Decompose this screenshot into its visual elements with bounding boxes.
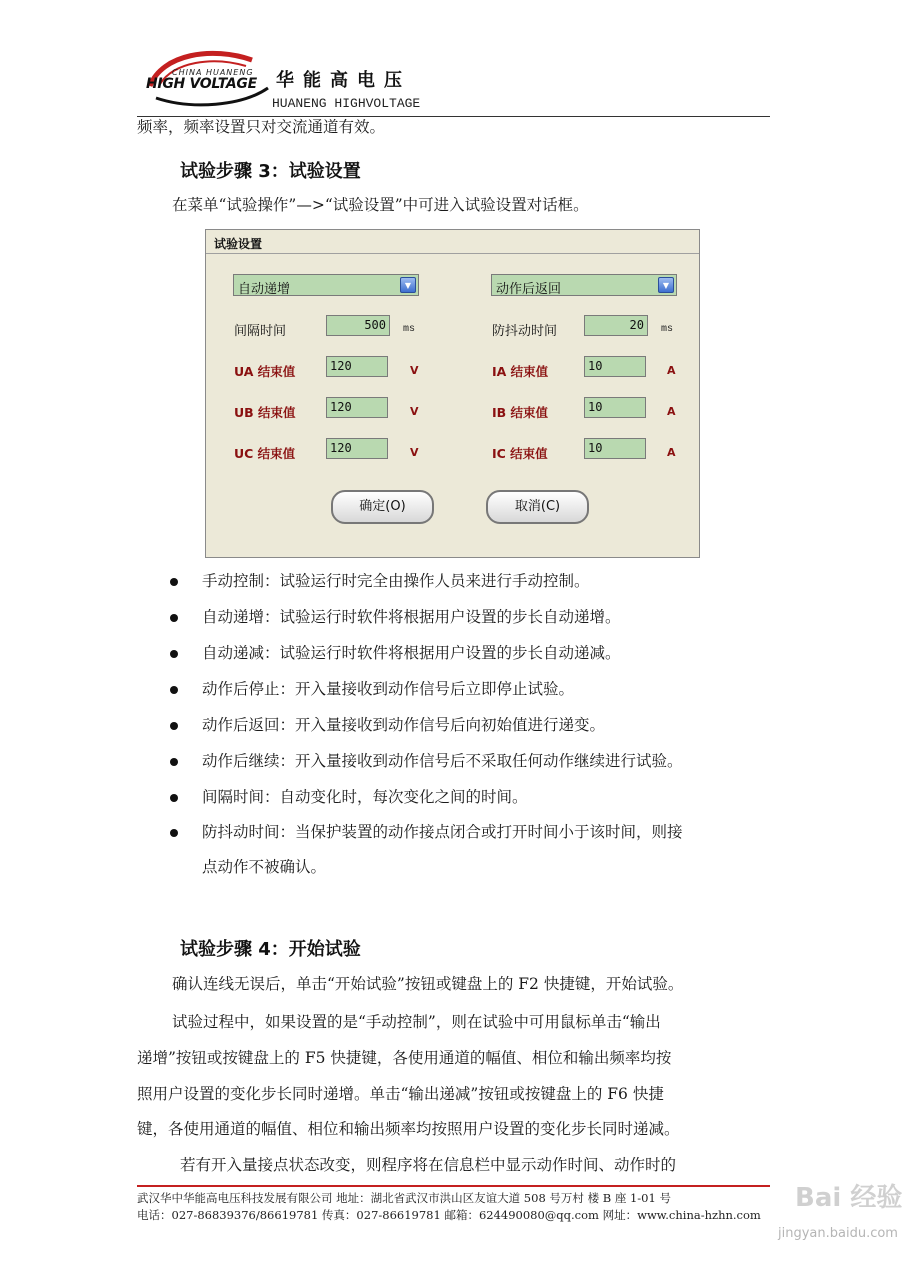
step4-paragraph: 键，各使用通道的幅值、相位和输出频率均按照用户设置的变化步长同时递减。 [137,1120,680,1138]
dialog-title-bar [206,230,699,254]
mode-select[interactable] [233,274,419,296]
ib-unit: A [667,405,676,418]
company-name-cn: 华能高电压 [276,70,411,91]
footer-contact: 电话：027-86839376/86619781 传真：027-86619781 邮箱：624490080@qq.com 网址：www.china-hzhn.com [137,1208,761,1222]
step3-heading: 试验步骤 3：试验设置 [180,161,361,182]
bullet-icon [170,794,178,802]
ia-end-label: IA 结束值 [492,364,549,379]
step4-paragraph: 递增”按钮或按键盘上的 F5 快捷键，各使用通道的幅值、相位和输出频率均按 [137,1049,672,1067]
ib-end-label: IB 结束值 [492,405,549,420]
ic-end-label: IC 结束值 [492,446,548,461]
step4-paragraph: 照用户设置的变化步长同时递增。单击“输出递减”按钮或按键盘上的 F6 快捷 [137,1085,664,1103]
ub-unit: V [410,405,419,418]
bullet-icon [170,722,178,730]
uc-end-label: UC 结束值 [234,446,296,461]
test-settings-dialog [205,229,700,558]
interval-input[interactable]: 500 [326,315,390,336]
list-item: 防抖动时间：当保护装置的动作接点闭合或打开时间小于该时间，则接 [202,823,683,841]
debounce-input[interactable]: 20 [584,315,648,336]
list-item-continuation: 点动作不被确认。 [202,858,327,876]
list-item: 自动递增：试验运行时软件将根据用户设置的步长自动递增。 [202,608,621,626]
ub-end-label: UB 结束值 [234,405,296,420]
logo-main-text: HIGH VOLTAGE [146,76,257,92]
step4-heading: 试验步骤 4：开始试验 [180,939,361,960]
uc-unit: V [410,446,419,459]
list-item: 间隔时间：自动变化时，每次变化之间的时间。 [202,788,528,806]
watermark-logo: Bai 经验 [795,1183,903,1213]
interval-unit: ms [403,324,416,335]
list-item: 手动控制：试验运行时完全由操作人员来进行手动控制。 [202,572,590,590]
ia-end-input[interactable]: 10 [584,356,646,377]
ua-end-input[interactable]: 120 [326,356,388,377]
chevron-down-icon[interactable]: ▼ [400,277,416,293]
dialog-title: 试验设置 [214,237,263,251]
ua-unit: V [410,364,419,377]
company-name-en: HUANENG HIGHVOLTAGE [272,96,421,111]
step4-paragraph: 确认连线无误后，单击“开始试验”按钮或键盘上的 F2 快捷键，开始试验。 [172,975,684,993]
interval-label: 间隔时间 [234,324,287,339]
bullet-icon [170,578,178,586]
uc-end-input[interactable]: 120 [326,438,388,459]
footer-divider [137,1185,770,1187]
list-item: 动作后继续：开入量接收到动作信号后不采取任何动作继续进行试验。 [202,752,683,770]
bullet-icon [170,758,178,766]
company-logo [142,48,274,110]
step3-text: 在菜单“试验操作”—>“试验设置”中可进入试验设置对话框。 [172,196,589,214]
mode-select-value: 自动递增 [238,282,291,297]
debounce-label: 防抖动时间 [492,324,558,339]
bullet-icon [170,614,178,622]
step4-paragraph: 试验过程中，如果设置的是“手动控制”，则在试验中可用鼠标单击“输出 [172,1013,661,1031]
watermark-url: jingyan.baidu.com [778,1226,898,1241]
header-divider [137,116,770,117]
chevron-down-icon[interactable]: ▼ [658,277,674,293]
debounce-unit: ms [661,324,674,335]
bullet-icon [170,829,178,837]
intro-line: 频率，频率设置只对交流通道有效。 [137,118,386,136]
list-item: 动作后返回：开入量接收到动作信号后向初始值进行递变。 [202,716,606,734]
bullet-icon [170,650,178,658]
ic-end-input[interactable]: 10 [584,438,646,459]
after-action-select[interactable] [491,274,677,296]
list-item: 动作后停止：开入量接收到动作信号后立即停止试验。 [202,680,575,698]
step4-paragraph: 若有开入量接点状态改变，则程序将在信息栏中显示动作时间、动作时的 [180,1156,677,1174]
ub-end-input[interactable]: 120 [326,397,388,418]
ic-unit: A [667,446,676,459]
ok-button[interactable]: 确定(O) [331,490,434,524]
bullet-icon [170,686,178,694]
list-item: 自动递减：试验运行时软件将根据用户设置的步长自动递减。 [202,644,621,662]
ia-unit: A [667,364,676,377]
logo-small-text: CHINA HUANENG [172,68,254,77]
after-action-select-value: 动作后返回 [496,282,562,297]
ua-end-label: UA 结束值 [234,364,296,379]
footer-address: 武汉华中华能高电压科技发展有限公司 地址：湖北省武汉市洪山区友谊大道 508 号万村 楼 B 座 1-01 号 [137,1191,671,1205]
cancel-button[interactable]: 取消(C) [486,490,589,524]
ib-end-input[interactable]: 10 [584,397,646,418]
